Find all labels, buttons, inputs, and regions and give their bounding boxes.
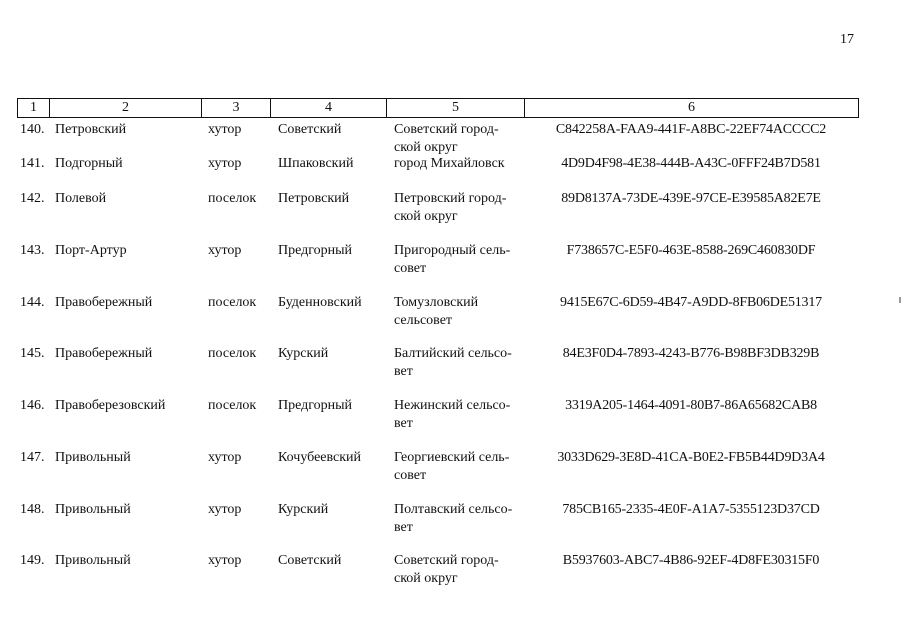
municipality-line: Полтавский сельсо- (394, 502, 513, 517)
municipality-line: ской округ (394, 209, 458, 224)
settlement-name: Правобережный (55, 346, 153, 361)
guid-code: 84E3F0D4-7893-4243-B776-B98BF3DB329B (562, 346, 820, 361)
municipality (394, 121, 524, 157)
district-name: Шпаковский (278, 156, 354, 171)
settlement-type: хутор (208, 502, 242, 517)
municipality (394, 294, 524, 330)
settlement-name: Правоберезовский (55, 398, 166, 413)
municipality-line: Томузловский (394, 295, 479, 310)
district-name: Петровский (278, 191, 350, 206)
district-name: Кочубеевский (278, 450, 362, 465)
district-name: Курский (278, 346, 329, 361)
municipality (394, 501, 524, 537)
row-number: 142. (20, 191, 45, 206)
row-number: 145. (20, 346, 45, 361)
header-cell-5: 5 (387, 99, 525, 117)
district-name: Советский (278, 122, 342, 137)
district-name: Советский (278, 553, 342, 568)
row-number: 149. (20, 553, 45, 568)
guid-code: 89D8137A-73DE-439E-97CE-E39585A82E7E (561, 191, 821, 206)
row-number: 148. (20, 502, 45, 517)
municipality-line: Советский город- (394, 122, 499, 137)
settlement-type: хутор (208, 450, 242, 465)
scan-mark (899, 297, 901, 303)
municipality-line: Пригородный сель- (394, 243, 511, 258)
guid-code: F738657C-E5F0-463E-8588-269C460830DF (566, 243, 816, 258)
municipality-line: вет (394, 364, 413, 379)
guid-code: B5937603-ABC7-4B86-92EF-4D8FE30315F0 (562, 553, 820, 568)
settlement-type: хутор (208, 122, 242, 137)
municipality (394, 190, 524, 226)
municipality-line: Советский город- (394, 553, 499, 568)
settlement-type: поселок (208, 295, 257, 310)
row-number: 146. (20, 398, 45, 413)
settlement-type: поселок (208, 191, 257, 206)
guid-code: 9415E67C-6D59-4B47-A9DD-8FB06DE51317 (560, 295, 822, 310)
guid-code: C842258A-FAA9-441F-A8BC-22EF74ACCCC2 (555, 122, 827, 137)
settlement-type: поселок (208, 346, 257, 361)
guid-code: 785CB165-2335-4E0F-A1A7-5355123D37CD (562, 502, 820, 517)
municipality (394, 552, 524, 588)
municipality (394, 345, 524, 381)
settlement-name: Петровский (55, 122, 127, 137)
settlement-name: Привольный (55, 502, 131, 517)
header-cell-1: 1 (18, 99, 50, 117)
settlement-type: хутор (208, 243, 242, 258)
district-name: Предгорный (278, 398, 353, 413)
settlement-name: Полевой (55, 191, 107, 206)
table-header (17, 98, 859, 118)
municipality-line: сельсовет (394, 313, 453, 328)
municipality-line: ской округ (394, 571, 458, 586)
guid-code: 3033D629-3E8D-41CA-B0E2-FB5B44D9D3A4 (557, 450, 825, 465)
settlement-type: поселок (208, 398, 257, 413)
district-name: Буденновский (278, 295, 362, 310)
municipality (394, 242, 524, 278)
row-number: 147. (20, 450, 45, 465)
municipality-line: Нежинский сельсо- (394, 398, 511, 413)
settlement-type: хутор (208, 553, 242, 568)
settlement-type: хутор (208, 156, 242, 171)
municipality-line: вет (394, 520, 413, 535)
guid-code: 3319A205-1464-4091-80B7-86A65682CAB8 (565, 398, 817, 413)
row-number: 143. (20, 243, 45, 258)
row-number: 141. (20, 156, 45, 171)
municipality (394, 155, 524, 173)
header-cell-6: 6 (688, 100, 695, 115)
district-name: Курский (278, 502, 329, 517)
municipality-line: совет (394, 261, 427, 276)
municipality-line: Балтийский сельсо- (394, 346, 512, 361)
settlement-name: Привольный (55, 553, 131, 568)
municipality-line: Петровский город- (394, 191, 507, 206)
district-name: Предгорный (278, 243, 353, 258)
settlement-name: Правобережный (55, 295, 153, 310)
municipality-line: совет (394, 468, 427, 483)
settlement-name: Привольный (55, 450, 131, 465)
municipality-line: Георгиевский сель- (394, 450, 510, 465)
row-number: 140. (20, 122, 45, 137)
header-cell-4: 4 (271, 99, 387, 117)
municipality-line: ской округ (394, 140, 458, 155)
municipality (394, 449, 524, 485)
row-number: 144. (20, 295, 45, 310)
guid-code: 4D9D4F98-4E38-444B-A43C-0FFF24B7D581 (561, 156, 821, 171)
page-number: 17 (840, 32, 854, 47)
municipality-line: вет (394, 416, 413, 431)
header-cell-2: 2 (50, 99, 202, 117)
settlement-name: Порт-Артур (55, 243, 127, 258)
municipality-line: город Михайловск (394, 156, 505, 171)
settlement-name: Подгорный (55, 156, 123, 171)
header-cell-3: 3 (202, 99, 271, 117)
municipality (394, 397, 524, 433)
